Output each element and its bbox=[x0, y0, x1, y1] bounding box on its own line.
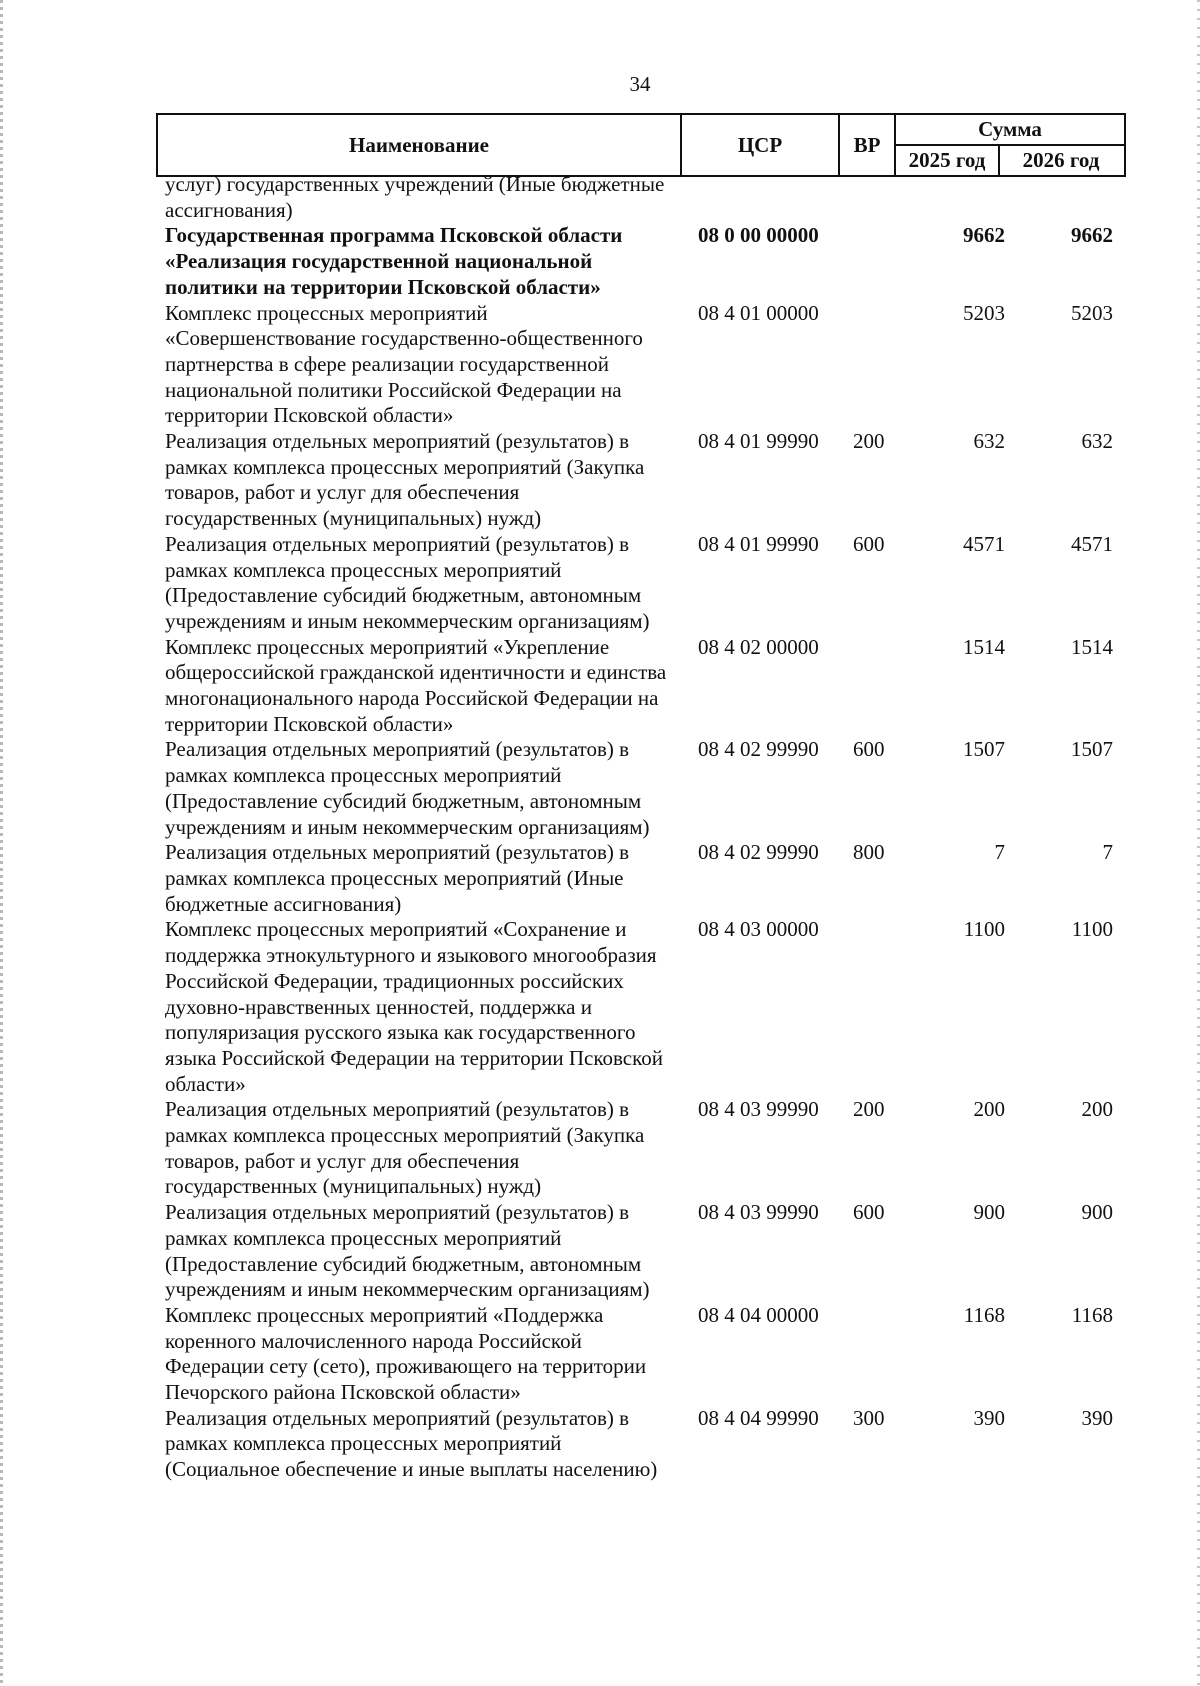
table-header bbox=[156, 113, 1126, 177]
row-sum-2026: 7 bbox=[1102, 840, 1113, 865]
row-vr: 600 bbox=[853, 531, 885, 556]
row-csr: 08 4 02 99990 bbox=[698, 737, 819, 762]
row-sum-2025: 9662 bbox=[963, 223, 1005, 248]
header-csr: ЦСР bbox=[682, 115, 840, 175]
row-name: Государственная программа Псковской области «Реализация государственной национальной политики на территории Псковской области» bbox=[165, 223, 623, 299]
row-name: Реализация отдельных мероприятий (результатов) в рамках комплекса процессных мероприятий (Социальное обеспечение и иные выплаты населению) bbox=[165, 1405, 658, 1482]
row-sum-2025: 200 bbox=[973, 1097, 1005, 1122]
row-name: Реализация отдельных мероприятий (результатов) в рамках комплекса процессных мероприятий (Предоставление субсидий бюджетным, автономным учреждениям и иным некоммерческим организациям) bbox=[165, 1200, 650, 1302]
row-sum-2026: 632 bbox=[1081, 429, 1113, 454]
row-sum-2025: 1168 bbox=[963, 1302, 1005, 1327]
row-sum-2026: 200 bbox=[1081, 1097, 1113, 1122]
row-name: Реализация отдельных мероприятий (результатов) в рамках комплекса процессных мероприятий (Предоставление субсидий бюджетным, автономным учреждениям и иным некоммерческим организациям) bbox=[165, 531, 650, 633]
table-row bbox=[165, 1097, 1115, 1200]
table-row bbox=[165, 223, 1115, 300]
header-vr: ВР bbox=[840, 115, 896, 175]
row-vr: 600 bbox=[853, 1200, 885, 1225]
row-sum-2025: 1100 bbox=[963, 917, 1005, 942]
row-name: Комплекс процессных мероприятий «Сохранение и поддержка этнокультурного и языкового многообразия Российской Федерации, традиционных российских духовно-нравственных ценностей, поддержка и популяризация русского языка как государственного языка Российской Федерации на территории Псковской области» bbox=[165, 917, 663, 1096]
row-name: Комплекс процессных мероприятий «Укрепление общероссийской гражданской идентичности и единства многонационального народа Российской Федерации на территории Псковской области» bbox=[165, 634, 667, 736]
header-year-2025: 2025 год bbox=[896, 146, 1000, 175]
row-csr: 08 4 03 99990 bbox=[698, 1097, 819, 1122]
table-row bbox=[165, 429, 1115, 532]
row-name: Реализация отдельных мероприятий (результатов) в рамках комплекса процессных мероприятий (Закупка товаров, работ и услуг для обеспечения государственных (муниципальных) нужд) bbox=[165, 429, 645, 531]
table-row bbox=[165, 532, 1115, 635]
row-name: Комплекс процессных мероприятий «Совершенствование государственно-общественного партнерства в сфере реализации государственной национальной политики Российской Федерации на территории Псковской области» bbox=[165, 300, 643, 428]
row-sum-2025: 900 bbox=[973, 1200, 1005, 1225]
row-sum-2026: 5203 bbox=[1071, 300, 1113, 325]
header-name: Наименование bbox=[158, 115, 682, 175]
header-sum-group bbox=[896, 115, 1124, 175]
row-sum-2026: 9662 bbox=[1071, 223, 1113, 248]
row-vr: 300 bbox=[853, 1405, 885, 1430]
row-name: Реализация отдельных мероприятий (результатов) в рамках комплекса процессных мероприятий (Иные бюджетные ассигнования) bbox=[165, 840, 630, 916]
page-number: 34 bbox=[629, 72, 651, 96]
table-row bbox=[165, 1303, 1115, 1406]
row-sum-2026: 1168 bbox=[1071, 1302, 1113, 1327]
row-sum-2026: 390 bbox=[1081, 1405, 1113, 1430]
table-row bbox=[165, 737, 1115, 840]
row-csr: 08 4 01 99990 bbox=[698, 429, 819, 454]
table-row bbox=[165, 917, 1115, 1097]
row-sum-2026: 900 bbox=[1081, 1200, 1113, 1225]
row-csr: 08 0 00 00000 bbox=[698, 223, 819, 248]
row-name: Комплекс процессных мероприятий «Поддержка коренного малочисленного народа Российской Федерации сету (сето), проживающего на территории Печорского района Псковской области» bbox=[165, 1302, 647, 1405]
row-sum-2025: 7 bbox=[994, 840, 1005, 865]
row-csr: 08 4 01 00000 bbox=[698, 300, 819, 325]
table-row bbox=[165, 840, 1115, 917]
row-csr: 08 4 04 00000 bbox=[698, 1302, 819, 1327]
row-sum-2026: 1100 bbox=[1071, 917, 1113, 942]
row-csr: 08 4 04 99990 bbox=[698, 1405, 819, 1430]
table-row bbox=[165, 172, 1115, 223]
row-vr: 800 bbox=[853, 840, 885, 865]
row-vr: 200 bbox=[853, 1097, 885, 1122]
row-csr: 08 4 03 00000 bbox=[698, 917, 819, 942]
row-vr: 600 bbox=[853, 737, 885, 762]
row-name: услуг) государственных учреждений (Иные бюджетные ассигнования) bbox=[165, 172, 665, 222]
row-csr: 08 4 02 00000 bbox=[698, 634, 819, 659]
row-sum-2026: 1514 bbox=[1071, 634, 1113, 659]
table-body bbox=[165, 172, 1115, 1483]
row-csr: 08 4 02 99990 bbox=[698, 840, 819, 865]
row-csr: 08 4 03 99990 bbox=[698, 1200, 819, 1225]
row-sum-2026: 1507 bbox=[1071, 737, 1113, 762]
row-sum-2025: 1507 bbox=[963, 737, 1005, 762]
row-csr: 08 4 01 99990 bbox=[698, 531, 819, 556]
row-sum-2026: 4571 bbox=[1071, 531, 1113, 556]
header-year-2026: 2026 год bbox=[1022, 148, 1100, 172]
row-sum-2025: 1514 bbox=[963, 634, 1005, 659]
row-name: Реализация отдельных мероприятий (результатов) в рамках комплекса процессных мероприятий (Закупка товаров, работ и услуг для обеспечения государственных (муниципальных) нужд) bbox=[165, 1097, 645, 1199]
header-sum: Сумма bbox=[896, 115, 1124, 146]
row-sum-2025: 4571 bbox=[963, 531, 1005, 556]
row-sum-2025: 632 bbox=[973, 429, 1005, 454]
table-row bbox=[165, 1406, 1115, 1483]
row-vr: 200 bbox=[853, 429, 885, 454]
row-name: Реализация отдельных мероприятий (результатов) в рамках комплекса процессных мероприятий (Предоставление субсидий бюджетным, автономным учреждениям и иным некоммерческим организациям) bbox=[165, 737, 650, 839]
row-sum-2025: 5203 bbox=[963, 300, 1005, 325]
table-row bbox=[165, 301, 1115, 430]
table-row bbox=[165, 635, 1115, 738]
scan-edge-left bbox=[0, 0, 3, 1686]
table-row bbox=[165, 1200, 1115, 1303]
row-sum-2025: 390 bbox=[973, 1405, 1005, 1430]
